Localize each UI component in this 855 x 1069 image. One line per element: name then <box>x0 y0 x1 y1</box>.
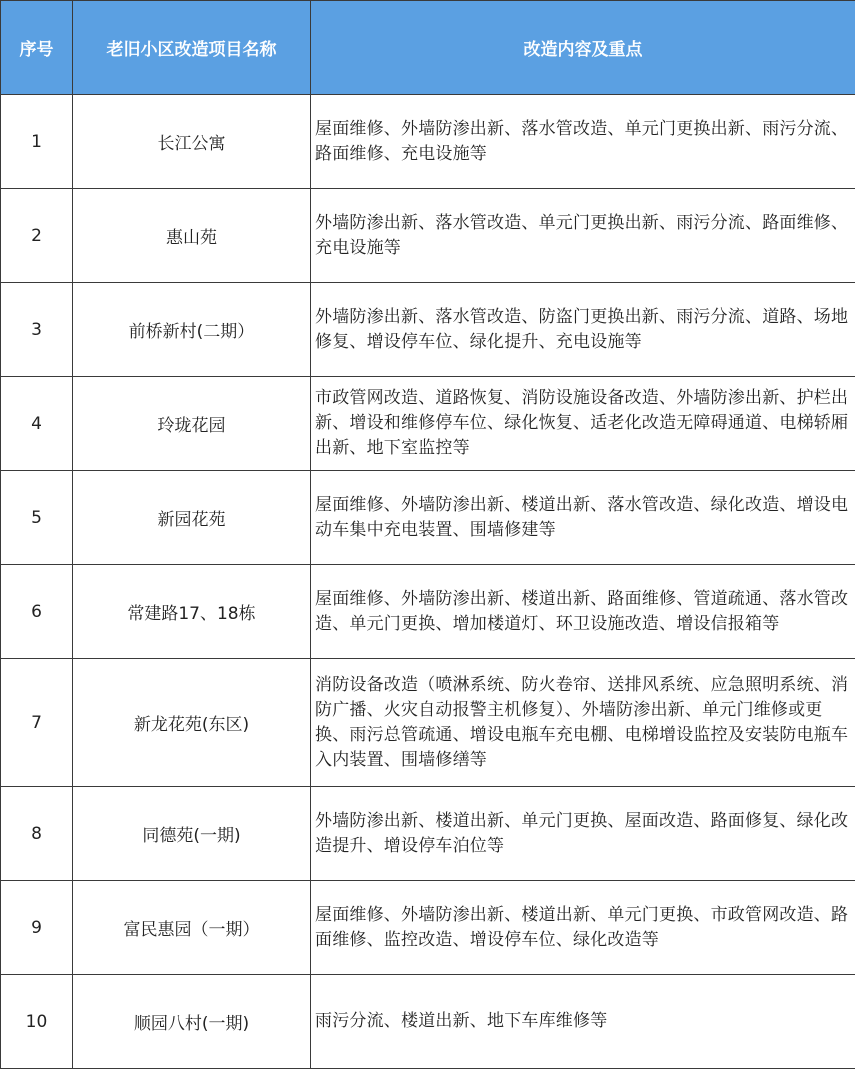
row-content: 屋面维修、外墙防渗出新、楼道出新、单元门更换、市政管网改造、路面维修、监控改造、增设停车位、绿化改造等 <box>311 881 855 975</box>
header-project-name: 老旧小区改造项目名称 <box>73 1 311 95</box>
row-index: 3 <box>1 283 73 377</box>
row-project-name: 富民惠园（一期） <box>73 881 311 975</box>
row-project-name: 新龙花苑(东区) <box>73 659 311 787</box>
table-row <box>1 659 855 787</box>
row-content: 雨污分流、楼道出新、地下车库维修等 <box>311 975 855 1069</box>
row-project-name: 前桥新村(二期） <box>73 283 311 377</box>
header-content: 改造内容及重点 <box>311 1 855 95</box>
row-index: 1 <box>1 95 73 189</box>
row-project-name: 惠山苑 <box>73 189 311 283</box>
row-index: 2 <box>1 189 73 283</box>
row-content: 市政管网改造、道路恢复、消防设施设备改造、外墙防渗出新、护栏出新、增设和维修停车位、绿化恢复、适老化改造无障碍通道、电梯轿厢出新、地下室监控等 <box>311 377 855 471</box>
row-project-name: 玲珑花园 <box>73 377 311 471</box>
row-index: 4 <box>1 377 73 471</box>
row-project-name: 同德苑(一期) <box>73 787 311 881</box>
table-row <box>1 565 855 659</box>
table-row <box>1 975 855 1069</box>
table-row <box>1 283 855 377</box>
row-project-name: 顺园八村(一期) <box>73 975 311 1069</box>
table-row <box>1 787 855 881</box>
row-content: 外墙防渗出新、落水管改造、防盗门更换出新、雨污分流、道路、场地修复、增设停车位、绿化提升、充电设施等 <box>311 283 855 377</box>
row-index: 7 <box>1 659 73 787</box>
row-index: 9 <box>1 881 73 975</box>
row-content: 消防设备改造（喷淋系统、防火卷帘、送排风系统、应急照明系统、消防广播、火灾自动报警主机修复）、外墙防渗出新、单元门维修或更换、雨污总管疏通、增设电瓶车充电棚、电梯增设监控及安装防电瓶车入内装置、围墙修缮等 <box>311 659 855 787</box>
table-row <box>1 189 855 283</box>
row-index: 5 <box>1 471 73 565</box>
row-project-name: 长江公寓 <box>73 95 311 189</box>
row-content: 外墙防渗出新、落水管改造、单元门更换出新、雨污分流、路面维修、充电设施等 <box>311 189 855 283</box>
row-index: 8 <box>1 787 73 881</box>
table-header-row <box>1 1 855 95</box>
table-row <box>1 377 855 471</box>
row-content: 屋面维修、外墙防渗出新、楼道出新、落水管改造、绿化改造、增设电动车集中充电装置、围墙修建等 <box>311 471 855 565</box>
row-project-name: 常建路17、18栋 <box>73 565 311 659</box>
table-row <box>1 471 855 565</box>
row-project-name: 新园花苑 <box>73 471 311 565</box>
row-content: 外墙防渗出新、楼道出新、单元门更换、屋面改造、路面修复、绿化改造提升、增设停车泊位等 <box>311 787 855 881</box>
header-index: 序号 <box>1 1 73 95</box>
table-row <box>1 881 855 975</box>
row-index: 6 <box>1 565 73 659</box>
row-index: 10 <box>1 975 73 1069</box>
row-content: 屋面维修、外墙防渗出新、落水管改造、单元门更换出新、雨污分流、路面维修、充电设施等 <box>311 95 855 189</box>
row-content: 屋面维修、外墙防渗出新、楼道出新、路面维修、管道疏通、落水管改造、单元门更换、增加楼道灯、环卫设施改造、增设信报箱等 <box>311 565 855 659</box>
table-row <box>1 95 855 189</box>
